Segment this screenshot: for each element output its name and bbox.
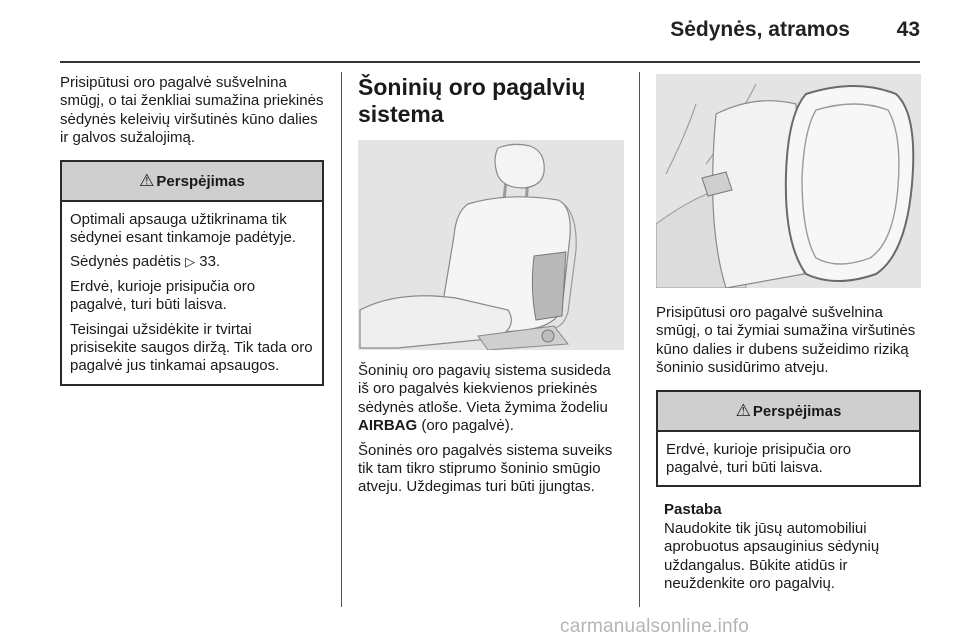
header-title: Sėdynės, atramos	[670, 18, 850, 41]
reference-page[interactable]: 33.	[199, 253, 221, 271]
column-divider-left	[341, 72, 342, 607]
header-rule	[60, 61, 920, 63]
note-title: Pastaba	[664, 501, 722, 519]
inflated-side-airbag-illustration	[656, 74, 921, 288]
warning-body	[62, 202, 322, 384]
warning-body	[658, 432, 919, 486]
warning-header	[62, 162, 322, 202]
reference-text: Sėdynės padėtis	[70, 253, 181, 271]
warning-paragraph: Erdvė, kurioje prisipučia oro pagalvė, turi būti laisva.	[70, 277, 256, 314]
warning-paragraph: Erdvė, kurioje prisipučia oro pagalvė, turi būti laisva.	[666, 440, 852, 477]
section-title: Šoninių oro pagalvių sistema	[358, 74, 586, 127]
warning-paragraph: Optimali apsauga užtikrinama tik sėdynei esant tinkamoje padėtyje.	[70, 210, 296, 247]
warning-box	[60, 160, 324, 386]
warning-title: Perspėjimas	[752, 402, 842, 420]
airbag-label: AIRBAG	[358, 417, 418, 435]
warning-paragraph: Teisingai užsidėkite ir tvirtai prisisekite saugos diržą. Tik tada oro pagalvė jus tinkamai apsaugos.	[70, 320, 313, 375]
watermark: carmanualsonline.info	[560, 616, 750, 637]
column-left	[60, 74, 324, 398]
page-number: 43	[896, 18, 920, 41]
paragraph: Šoninių oro pagavių sistema susideda iš oro pagalvės kiekvienos priekinės sėdynės atloše. Vieta žymima žodeliu AIRBAG (oro pagalvė).	[358, 362, 611, 435]
warning-triangle-icon: ⚠	[139, 170, 155, 190]
warning-paragraph-reference	[70, 253, 314, 271]
paragraph: Prisipūtusi oro pagalvė sušvelnina smūgį, o tai žymiai sumažina viršutinės kūno dalies ir dubens sužeidimo riziką šoninio susidūrimo atveju.	[656, 304, 916, 377]
warning-title: Perspėjimas	[156, 172, 245, 190]
column-right	[656, 74, 921, 599]
warning-triangle-icon: ⚠	[735, 400, 751, 420]
page-reference-arrow-icon: ▷	[185, 254, 196, 270]
intro-paragraph: Prisipūtusi oro pagalvė sušvelnina smūgį, o tai ženkliai sumažina priekinės sėdynės keleivių viršutinės kūno dalies ir galvos sužalojimą.	[60, 74, 324, 147]
column-middle	[358, 74, 624, 503]
warning-box	[656, 390, 921, 488]
note-text: Naudokite tik jūsų automobiliui aprobuotus apsauginius sėdynių uždangalus. Būkite atidūs ir neuždenkite oro pagalvių.	[664, 519, 880, 593]
column-divider-right	[639, 72, 640, 607]
paragraph: Šoninės oro pagalvės sistema suveiks tik tam tikro stiprumo šoninio smūgio atveju. Uždegimas turi būti įjungtas.	[358, 441, 613, 496]
warning-header	[658, 392, 919, 432]
seat-side-airbag-illustration	[358, 140, 624, 350]
